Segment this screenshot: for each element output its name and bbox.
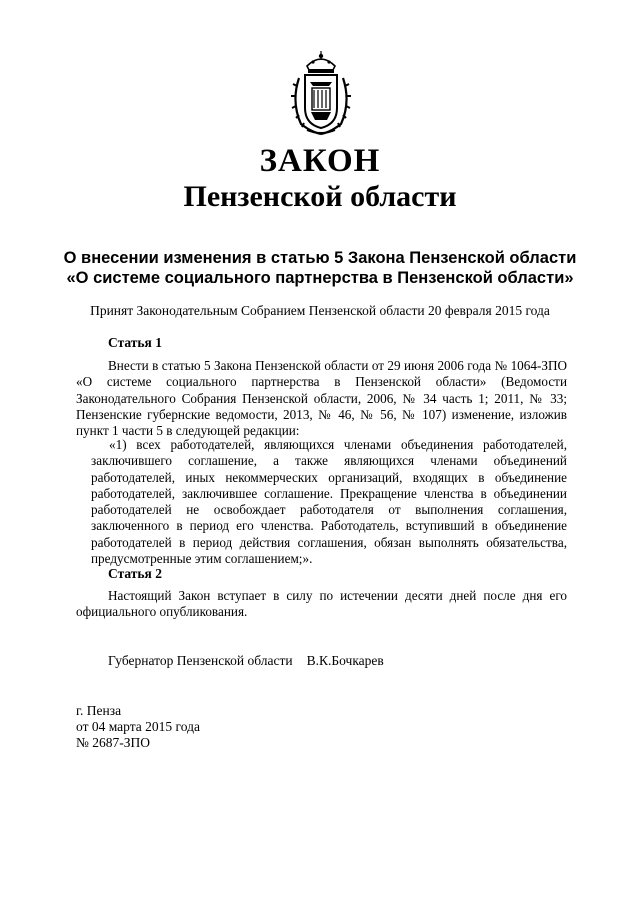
document-heading-line1: О внесении изменения в статью 5 Закона Пензенской области [63,249,577,267]
article-1-quote: «1) всех работодателей, являющихся членами объединения работодателей, заключившего соглашение, а также являющихся членами объединений работодателей, иных некоммерческих организаций, входящих в объединение работодателей, заключившее соглашение. Прекращение членства в объединении работодателей не освобождает работодателя от выполнения соглашения, заключенного в период его членства. Работодатель, вступивший в объединение работодателей в период действия соглашения, обязан выполнять обязательства, предусмотренные этим соглашением;». [91,437,567,567]
article-2-title: Статья 2 [108,566,162,581]
adoption-statement: Принят Законодательным Собранием Пензенской области 20 февраля 2015 года [90,303,550,318]
signatory-position: Губернатор Пензенской области [108,653,293,668]
footer-number: № 2687-ЗПО [76,735,151,750]
signatory-name: В.К.Бочкарев [306,653,384,668]
signature-block [108,653,398,669]
law-title: ЗАКОН [259,143,381,179]
penza-coat-of-arms-icon [285,50,357,136]
article-1-text: Внести в статью 5 Закона Пензенской области от 29 июня 2006 года № 1064-ЗПО «О системе социального партнерства в Пензенской области» (Ведомости Законодательного Собрания Пензенской области, 2006, № 34 часть 1; 2011, № 33; Пензенские губернские ведомости, 2013, № 46, № 56, № 107) изменение, изложив пункт 1 части 5 в следующей редакции: [76,358,567,439]
footer-city: г. Пенза [76,703,122,718]
footer-date: от 04 марта 2015 года [76,719,200,734]
article-1-title: Статья 1 [108,335,162,350]
law-subtitle: Пензенской области [183,180,457,213]
document-heading-line2: «О системе социального партнерства в Пензенской области» [66,269,574,287]
article-2-text: Настоящий Закон вступает в силу по истечении десяти дней после дня его официального опубликования. [76,588,567,620]
